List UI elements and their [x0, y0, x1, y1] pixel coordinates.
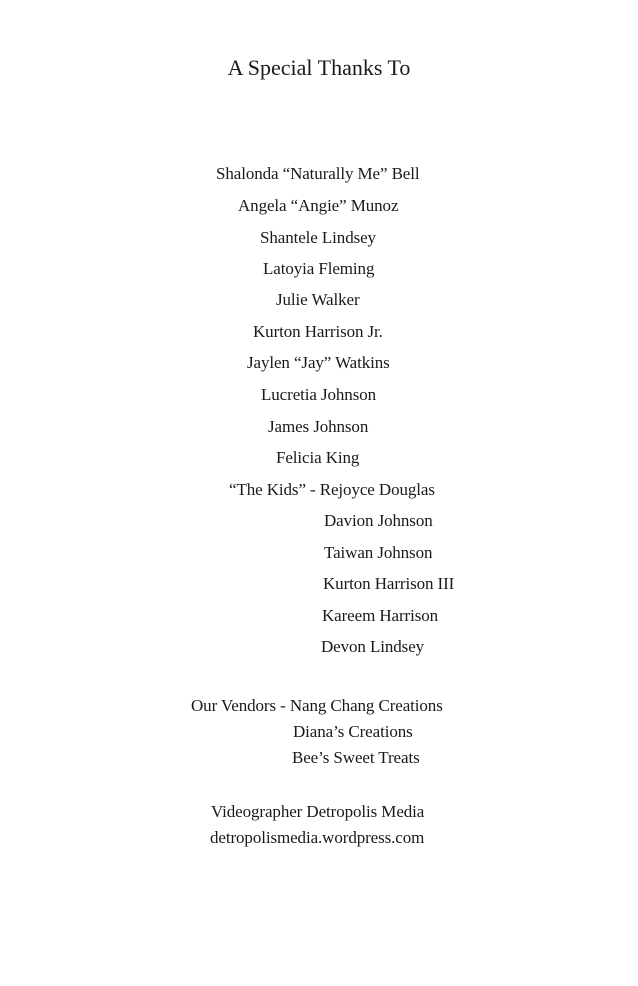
thanks-name: James Johnson — [268, 417, 369, 436]
thanks-name: Angela “Angie” Munoz — [238, 196, 399, 215]
thanks-name-kid: Kurton Harrison III — [323, 574, 455, 593]
thanks-name-kid: Davion Johnson — [324, 511, 433, 530]
videographer-credit: Videographer Detropolis Media — [211, 802, 425, 821]
vendor-name: Diana’s Creations — [293, 722, 413, 741]
thanks-name: Shalonda “Naturally Me” Bell — [216, 164, 420, 183]
thanks-name: Latoyia Fleming — [263, 259, 375, 278]
thanks-name: Shantele Lindsey — [260, 228, 376, 247]
thanks-name-kids-heading: “The Kids” - Rejoyce Douglas — [229, 480, 435, 499]
thanks-name: Lucretia Johnson — [261, 385, 377, 404]
vendor-name: Bee’s Sweet Treats — [292, 748, 420, 767]
thanks-name: Kurton Harrison Jr. — [253, 322, 383, 341]
thanks-name-kid: Taiwan Johnson — [324, 543, 433, 562]
thanks-name: Julie Walker — [276, 290, 360, 309]
thanks-name-kid: Kareem Harrison — [322, 606, 439, 625]
thanks-name: Jaylen “Jay” Watkins — [247, 353, 390, 372]
thanks-name-kid: Devon Lindsey — [321, 637, 425, 656]
page-title: A Special Thanks To — [227, 55, 411, 80]
videographer-website: detropolismedia.wordpress.com — [210, 828, 425, 847]
thanks-name: Felicia King — [276, 448, 360, 467]
vendors-heading: Our Vendors - Nang Chang Creations — [191, 696, 443, 715]
